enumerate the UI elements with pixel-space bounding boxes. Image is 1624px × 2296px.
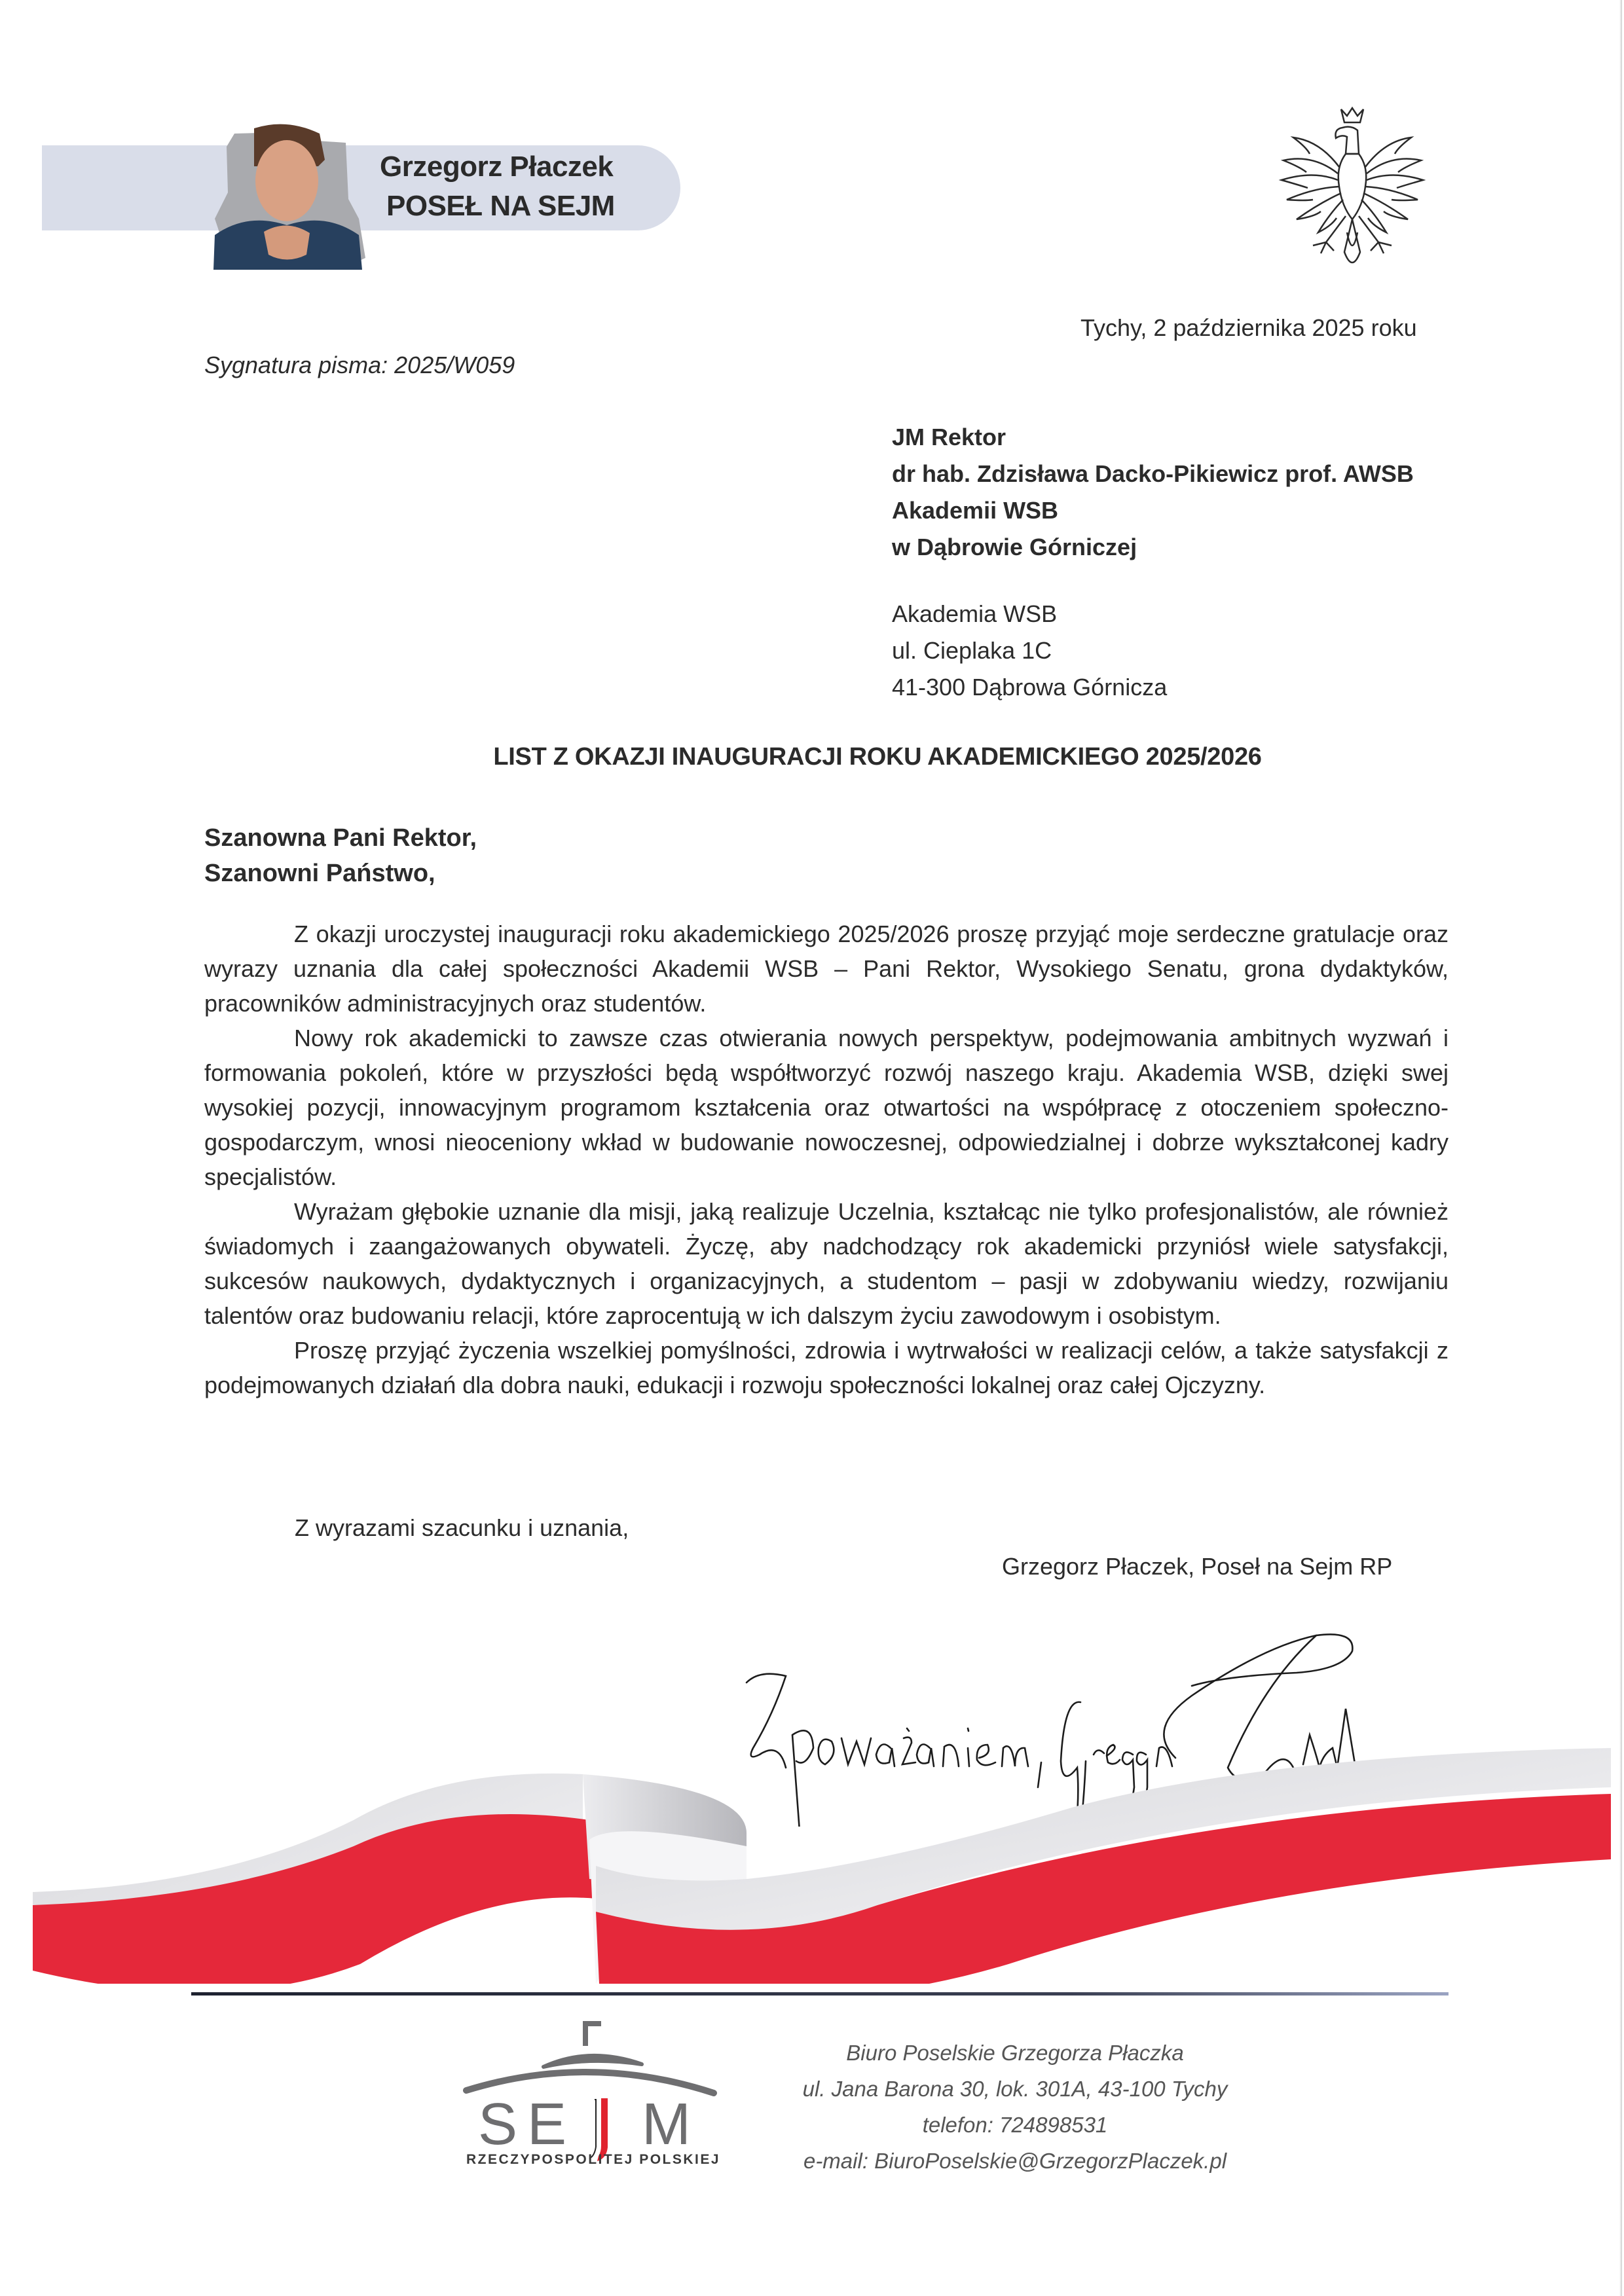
sender-name: Grzegorz Płaczek, Poseł na Sejm RP [1002,1553,1393,1580]
closing-phrase: Z wyrazami szacunku i uznania, [295,1514,629,1541]
document-reference: Sygnatura pisma: 2025/W059 [204,352,515,378]
header-title: POSEŁ NA SEJM [386,190,615,222]
address-line: 41-300 Dąbrowa Górnicza [892,674,1168,701]
office-address: ul. Jana Barona 30, lok. 301A, 43-100 Tychy [802,2077,1228,2101]
polish-flag-ribbon [26,1748,1617,1984]
address-line: Akademia WSB [892,600,1058,627]
salutation-line: Szanowna Pani Rektor, [204,824,477,852]
office-email: e-mail: BiuroPoselskie@GrzegorzPlaczek.pl [803,2149,1227,2173]
office-phone: telefon: 724898531 [922,2113,1108,2137]
recipient-line: w Dąbrowie Górniczej [892,534,1137,560]
recipient-block [892,419,1414,566]
letter-body [204,917,1449,1402]
salutation-line: Szanowni Państwo, [204,860,435,887]
place-date: Tychy, 2 października 2025 roku [1080,314,1417,341]
body-paragraph: Proszę przyjąć życzenia wszelkiej pomyślności, zdrowia i wytrwałości w realizacji celów, a także satysfakcji z podejmowanych działań dla dobra nauki, edukacji i rozwoju społeczności lokalnej oraz całej Ojczyzny. [204,1337,1449,1398]
recipient-line: Akademii WSB [892,497,1059,524]
body-paragraph: Nowy rok akademicki to zawsze czas otwierania nowych perspektyw, podejmowania ambitnych wyzwań i formowania pokoleń, które w przyszłości będą współtworzyć rozwój naszego kraju. Akademia WSB, dzięki swej wysokiej pozycji, innowacyjnym programom kształcenia oraz otwartości na współpracę z otoczeniem społeczno-gospodarczym, wnosi nieoceniony wkład w budowanie nowoczesnej, odpowiedzialnej i dobrze wykształconej kadry specjalistów. [204,1025,1449,1190]
svg-text:S: S [478,2092,518,2157]
header-name: Grzegorz Płaczek [380,151,614,183]
office-name: Biuro Poselskie Grzegorza Płaczka [846,2041,1184,2065]
recipient-line: JM Rektor [892,424,1006,450]
recipient-line: dr hab. Zdzisława Dacko-Pikiewicz prof. AWSB [892,460,1414,487]
polish-eagle-icon [1274,101,1431,278]
letter-title: LIST Z OKAZJI INAUGURACJI ROKU AKADEMICKIEGO 2025/2026 [493,743,1262,771]
office-contact [753,2035,1277,2179]
address-line: ul. Cieplaka 1C [892,637,1052,664]
recipient-address [892,596,1167,706]
sejm-logo-icon [458,2007,720,2177]
svg-text:E: E [527,2092,567,2157]
scan-edge [1619,0,1622,2296]
sejm-logo-subtitle: RZECZYPOSPOLITEJ POLSKIEJ [466,2152,721,2167]
body-paragraph: Z okazji uroczystej inauguracji roku akademickiego 2025/2026 proszę przyjąć moje serdeczne gratulacje oraz wyrazy uznania dla całej społeczności Akademii WSB – Pani Rektor, Wysokiego Senatu, grona dydaktyków, pracowników administracyjnych oraz studentów. [204,920,1449,1017]
svg-text:M: M [642,2092,691,2157]
body-paragraph: Wyrażam głębokie uznanie dla misji, jaką realizuje Uczelnia, kształcąc nie tylko profesjonalistów, ale również świadomych i zaangażowanych obywateli. Życzę, aby nadchodzący rok akademicki przyniósł wiele satysfakcji, sukcesów naukowych, dydaktycznych i organizacyjnych, a studentom – pasji w zdobywaniu wiedzy, rozwijaniu talentów oraz budowaniu relacji, które zaprocentują w ich dalszym życiu zawodowym i osobistym. [204,1198,1449,1329]
salutation [204,820,477,891]
portrait-photo [208,120,369,270]
footer-divider [191,1992,1449,1995]
